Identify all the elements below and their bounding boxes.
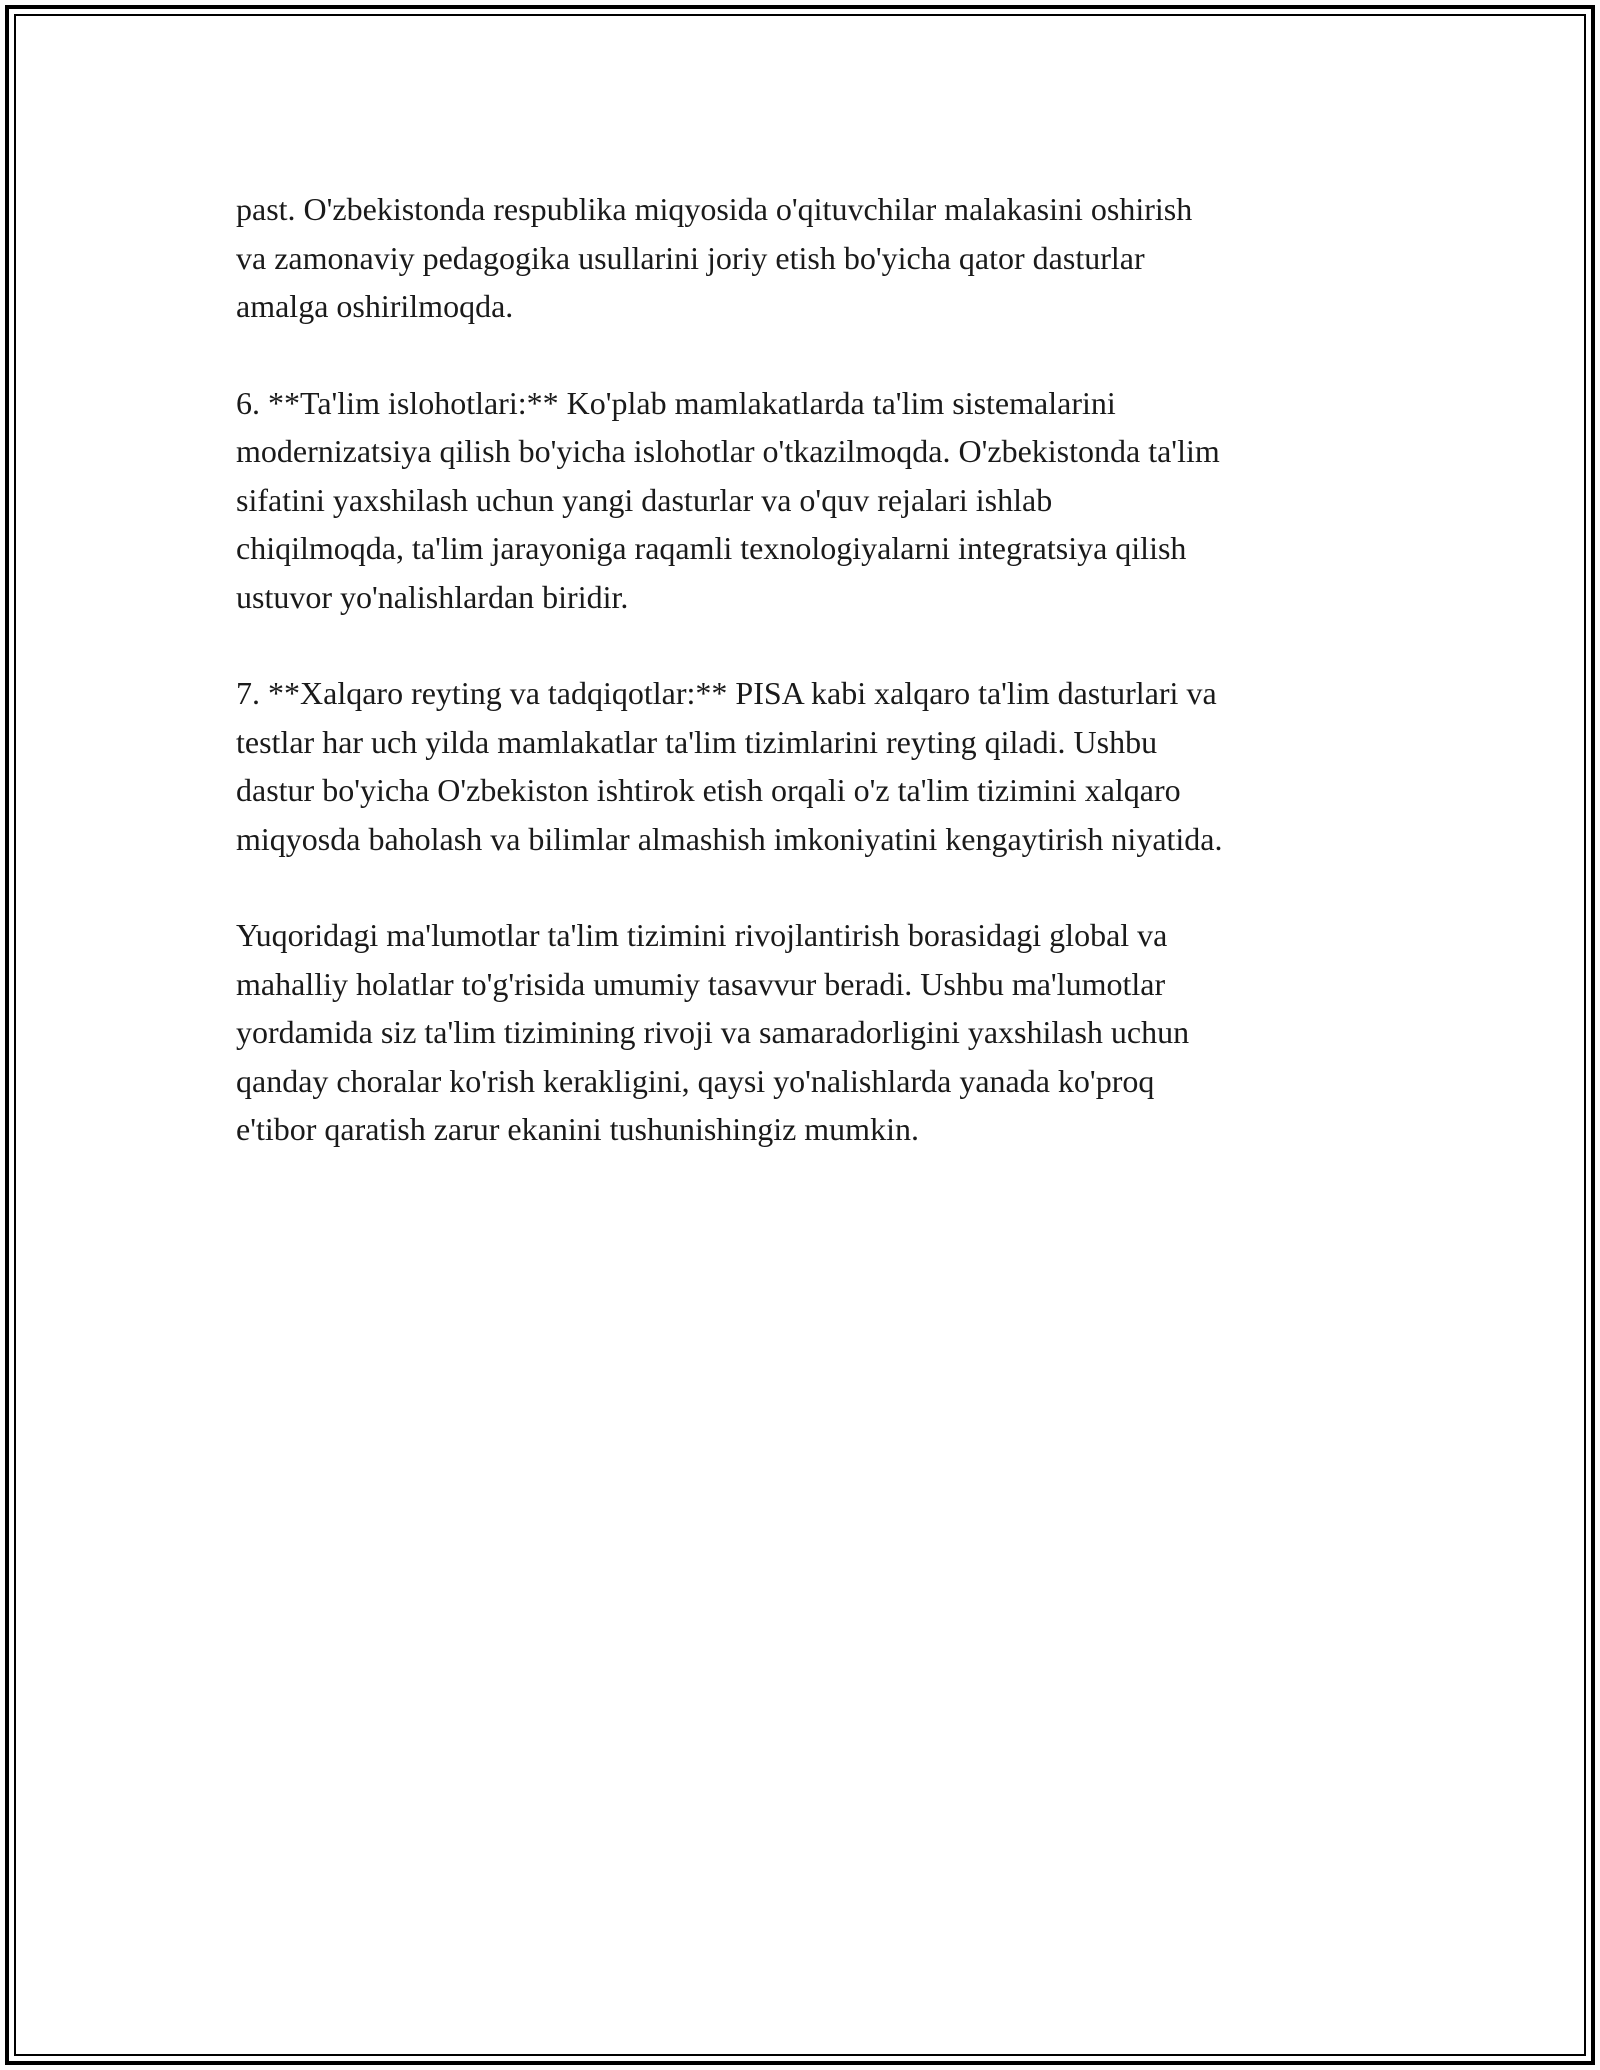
text-line: miqyosda baholash va bilimlar almashish imkoniyatini kengaytirish niyatida. [236,820,1223,857]
text-line: sifatini yaxshilash uchun yangi dasturlar va o'quv rejalari ishlab [236,481,1053,518]
text-line: Yuqoridagi ma'lumotlar ta'lim tizimini rivojlantirish borasidagi global va [236,917,1168,953]
text-line: ustuvor yo'nalishlardan biridir. [236,578,629,615]
paragraph-conclusion [236,911,1396,1154]
text-line: mahalliy holatlar to'g'risida umumiy tasavvur beradi. Ushbu ma'lumotlar [236,965,1166,1002]
text-line: amalga oshirilmoqda. [236,288,514,324]
text-line: 7. **Xalqaro reyting va tadqiqotlar:** PISA kabi xalqaro ta'lim dasturlari va [236,675,1217,711]
paragraph-international-ratings [236,669,1396,863]
text-line: e'tibor qaratish zarur ekanini tushunishingiz mumkin. [236,1111,919,1147]
text-line: va zamonaviy pedagogika usullarini joriy etish bo'yicha qator dasturlar [236,239,1145,276]
text-line: qanday choralar ko'rish kerakligini, qaysi yo'nalishlarda yanada ko'proq [236,1062,1155,1099]
document-body [236,185,1396,1202]
text-line: chiqilmoqda, ta'lim jarayoniga raqamli texnologiyalarni integratsiya qilish [236,530,1187,566]
text-line: past. O'zbekistonda respublika miqyosida o'qituvchilar malakasini oshirish [236,191,1193,227]
paragraph-teacher-training [236,185,1396,331]
text-line: yordamida siz ta'lim tizimining rivoji va samaradorligini yaxshilash uchun [236,1014,1190,1050]
text-line: modernizatsiya qilish bo'yicha islohotlar o'tkazilmoqda. O'zbekistonda ta'lim [236,433,1220,469]
text-line: 6. **Ta'lim islohotlari:** Ko'plab mamlakatlarda ta'lim sistemalarini [236,384,1116,421]
text-line: testlar har uch yilda mamlakatlar ta'lim tizimlarini reyting qiladi. Ushbu [236,723,1158,760]
text-line: dastur bo'yicha O'zbekiston ishtirok etish orqali o'z ta'lim tizimini xalqaro [236,772,1181,808]
paragraph-education-reforms [236,379,1396,622]
